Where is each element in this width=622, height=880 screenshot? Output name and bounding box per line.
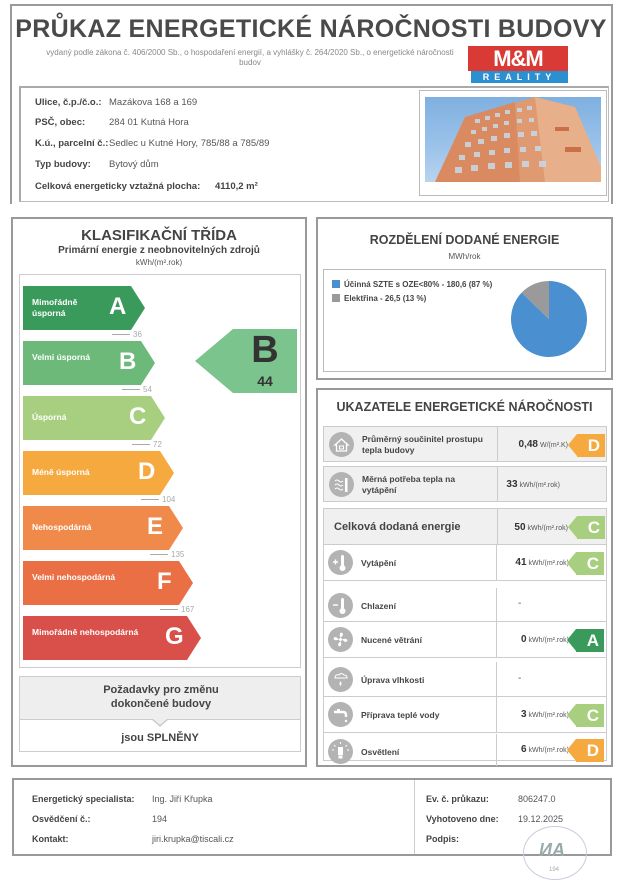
classification-subtitle: Primární energie z neobnovitelných zdrojů [58, 245, 260, 256]
legend-item-electricity [332, 294, 426, 303]
threshold-label [122, 385, 152, 395]
class-band-a [23, 286, 145, 330]
building-photo [425, 97, 601, 182]
energy-split-panel [316, 217, 613, 380]
indicator-value-wrap [521, 633, 569, 647]
row-divider [496, 588, 497, 621]
pie-chart-box [323, 269, 606, 372]
legend-swatch [332, 294, 340, 302]
classification-title: KLASIFIKAČNÍ TŘÍDA [81, 227, 237, 244]
indicator-name: Průměrný součinitel prostupu tepla budovy [362, 434, 483, 455]
class-band-c [23, 396, 165, 440]
indicator-name: Příprava teplé vody [361, 710, 440, 720]
requirements-box [19, 676, 301, 752]
indicator-unit: kWh/(m².rok) [527, 524, 568, 532]
class-badge-c: C [576, 552, 604, 575]
indicator-value: - [518, 598, 522, 609]
indicator-name: Chlazení [361, 601, 396, 611]
indicator-row [323, 588, 607, 622]
indicator-value: 3 [520, 709, 527, 720]
classification-unit: kWh/(m².rok) [135, 258, 183, 267]
requirements-header [20, 677, 300, 720]
indicator-row [323, 426, 607, 462]
legend-label: Účinná SZTE s OZE<80% - 180,6 (87 %) [344, 280, 493, 289]
building-type-label: Typ budovy: [35, 159, 91, 170]
energy-split-title: ROZDĚLENÍ DODANÉ ENERGIE [369, 233, 560, 247]
indicator-value-wrap [515, 556, 569, 570]
radiator-icon [329, 472, 354, 497]
ev-number-label: Ev. č. průkazu: [426, 794, 489, 804]
footer-divider [414, 780, 415, 854]
fan-icon [328, 627, 353, 652]
specialist-label: Energetický specialista: [32, 794, 135, 804]
band-letter: E [147, 513, 164, 540]
band-label: Mimořádně úsporná [32, 297, 78, 318]
pie-chart [510, 280, 588, 358]
indicator-unit: kWh/(m².rok) [528, 712, 569, 719]
band-letter: G [165, 623, 184, 650]
indicator-value: 41 [515, 557, 527, 568]
arrow-left-icon [132, 444, 150, 445]
date-label: Vyhotoveno dne: [426, 814, 499, 824]
parcel-label: K.ú., parcelní č.: [35, 138, 109, 149]
indicator-value-wrap [521, 743, 569, 757]
indicators-title: UKAZATELE ENERGETICKÉ NÁROČNOSTI [336, 400, 593, 414]
signature-label: Podpis: [426, 834, 459, 844]
row-divider [496, 622, 497, 657]
logo-mark: M&M [468, 46, 568, 71]
current-class-indicator [195, 329, 297, 393]
classification-panel [11, 217, 307, 767]
indicator-value-wrap [514, 521, 568, 535]
indicator-row [323, 545, 607, 581]
threshold-label [160, 605, 194, 615]
mm-reality-logo [468, 46, 568, 84]
class-badge-a: A [576, 629, 604, 652]
indicator-unit: kWh/(m².rok) [528, 747, 569, 754]
band-letter: A [109, 293, 127, 320]
thermometer-plus-icon [328, 550, 353, 575]
contact-value[interactable]: jiri.krupka@tiscali.cz [152, 834, 234, 844]
indicator-name: Úprava vlhkosti [361, 675, 425, 685]
indicator-value: 50 [514, 521, 526, 533]
humidity-icon [328, 667, 353, 692]
area-value: 4110,2 m² [215, 181, 258, 192]
class-band-b [23, 341, 155, 385]
threshold-value: 72 [153, 440, 162, 449]
parcel-value: Sedlec u Kutné Hory, 785/88 a 785/89 [109, 138, 270, 149]
threshold-value: 135 [171, 550, 185, 559]
stamp-number: 194 [549, 867, 560, 873]
thermometer-minus-icon [328, 593, 353, 618]
threshold-label [141, 495, 175, 505]
energy-split-unit: MWh/rok [448, 252, 481, 261]
row-divider [496, 545, 497, 580]
stamp-logo-icon: ИА [539, 840, 565, 860]
band-label: Úsporná [32, 412, 67, 422]
certificate-label: Osvědčení č.: [32, 814, 91, 824]
indicator-name: Vytápění [361, 558, 397, 568]
class-badge-c: C [577, 516, 605, 539]
row-divider [497, 467, 498, 501]
band-letter: D [138, 458, 156, 485]
band-label: Velmi nehospodárná [32, 572, 116, 582]
indicator-row [323, 662, 607, 697]
indicator-row [323, 622, 607, 658]
band-letter: B [119, 348, 137, 375]
postcode-value: 284 01 Kutná Hora [109, 117, 189, 128]
indicator-name: Osvětlení [361, 747, 400, 757]
indicator-unit: kWh/(m².rok) [519, 482, 560, 489]
indicators-panel [316, 388, 613, 767]
threshold-value: 54 [143, 385, 152, 394]
row-divider [497, 509, 498, 544]
band-label: Nehospodárná [32, 522, 92, 532]
band-letter: C [129, 403, 147, 430]
arrow-left-icon [122, 389, 140, 390]
legend-label: Elektřina - 26,5 (13 %) [344, 294, 427, 303]
indicator-unit: W/(m².K) [540, 442, 568, 449]
current-class-letter: B [251, 329, 279, 371]
specialist-value: Ing. Jiří Křupka [152, 794, 213, 804]
house-icon [329, 432, 354, 457]
band-label: Velmi úsporná [32, 352, 91, 362]
band-label: Mimořádně nehospodárná [32, 627, 139, 637]
date-value: 19.12.2025 [518, 814, 564, 824]
class-badge-c: C [576, 704, 604, 727]
certificate-value: 194 [152, 814, 168, 824]
address-value: Mazákova 168 a 169 [109, 97, 198, 108]
legend-item-szte [332, 280, 492, 289]
row-divider [496, 697, 497, 732]
indicator-value: 0 [520, 634, 527, 645]
indicator-value-wrap [519, 438, 568, 452]
indicator-name: Měrná potřeba tepla na vytápění [362, 474, 456, 495]
logo-wordmark: REALITY [471, 71, 568, 83]
class-band-f [23, 561, 193, 605]
class-badge-d: D [577, 434, 605, 457]
requirements-title: Požadavky pro změnu dokončené budovy [103, 684, 219, 710]
legend-swatch [332, 280, 340, 288]
class-band-g [23, 616, 201, 660]
class-band-d [23, 451, 174, 495]
band-label: Méně úsporná [32, 467, 90, 477]
row-divider [497, 427, 498, 461]
current-class-value: 44 [257, 373, 273, 389]
row-divider [496, 662, 497, 696]
indicator-row [323, 466, 607, 502]
arrow-left-icon [112, 334, 130, 335]
indicator-row [323, 734, 607, 766]
threshold-label [132, 440, 162, 450]
indicator-value-wrap [521, 708, 569, 722]
requirements-status: jsou SPLNĚNY [121, 732, 199, 744]
threshold-value: 167 [181, 605, 195, 614]
indicator-value-wrap [506, 478, 560, 492]
threshold-label [112, 330, 142, 340]
bulb-icon [328, 739, 353, 764]
building-type-value: Bytový dům [109, 159, 159, 170]
indicator-name: Nucené větrání [361, 635, 422, 645]
indicator-row [323, 508, 607, 545]
indicator-row [323, 697, 607, 733]
specialist-box [12, 778, 612, 856]
arrow-left-icon [150, 554, 168, 555]
page-title: PRŮKAZ ENERGETICKÉ NÁROČNOSTI BUDOVY [15, 15, 607, 43]
area-label: Celková energeticky vztažná plocha: [35, 181, 201, 192]
arrow-left-icon [160, 609, 178, 610]
postcode-label: PSČ, obec: [35, 117, 86, 128]
notch-fill [152, 718, 168, 725]
indicator-value: 33 [506, 479, 518, 490]
indicator-unit: kWh/(m².rok) [528, 637, 569, 644]
indicator-value: 0,48 [518, 439, 538, 450]
indicator-value: - [518, 672, 522, 684]
threshold-label [150, 550, 184, 560]
contact-label: Kontakt: [32, 834, 69, 844]
band-letter: F [157, 568, 172, 595]
row-divider [496, 734, 497, 766]
indicator-value: 6 [520, 744, 527, 755]
address-label: Ulice, č.p./č.o.: [35, 97, 102, 108]
class-band-e [23, 506, 183, 550]
arrow-left-icon [141, 499, 159, 500]
indicator-unit: kWh/(m².rok) [528, 560, 569, 567]
page-subtitle: vydaný podle zákona č. 406/2000 Sb., o hospodaření energií, a vyhlášky č. 264/2020 Sb., o energetické náročnosti budov [46, 48, 454, 67]
indicator-name: Celková dodaná energie [334, 521, 461, 533]
faucet-icon [328, 702, 353, 727]
ev-number-value: 806247.0 [518, 794, 556, 804]
threshold-value: 104 [162, 495, 176, 504]
threshold-value: 36 [133, 330, 142, 339]
class-badge-d: D [576, 739, 604, 762]
